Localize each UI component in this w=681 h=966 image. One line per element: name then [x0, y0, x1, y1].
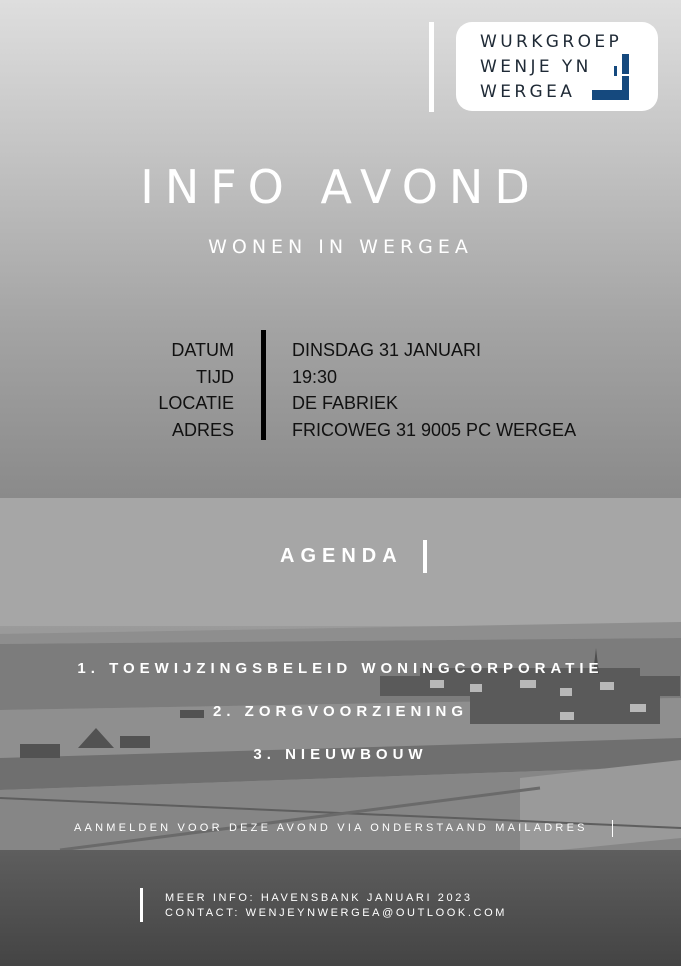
agenda-divider	[423, 540, 427, 573]
label-adres: ADRES	[171, 419, 234, 440]
details-labels	[158, 337, 234, 443]
page-title: INFO AVOND	[140, 160, 541, 214]
logo-mark-icon	[590, 52, 630, 100]
details-divider	[261, 330, 266, 440]
footer-divider	[140, 888, 143, 922]
agenda-item-2: 2. ZORGVOORZIENING	[212, 703, 468, 720]
logo-line-1: WURKGROEP	[480, 32, 623, 52]
agenda-item-3: 3. NIEUWBOUW	[253, 746, 428, 763]
agenda-item-1: 1. TOEWIJZINGSBELEID WONINGCORPORATIE	[77, 660, 604, 677]
signup-divider	[612, 820, 613, 837]
footer-contact[interactable]: CONTACT: WENJEYNWERGEA@OUTLOOK.COM	[165, 907, 507, 919]
logo-divider	[429, 22, 434, 112]
logo-line-2: WENJE YN	[480, 57, 592, 77]
signup-text: AANMELDEN VOOR DEZE AVOND VIA ONDERSTAAND MAILADRES	[74, 822, 588, 834]
label-locatie: LOCATIE	[158, 393, 234, 413]
value-locatie: DE FABRIEK	[292, 393, 399, 413]
value-datum: DINSDAG 31 JANUARI	[292, 340, 482, 360]
page-subtitle: WONEN IN WERGEA	[208, 236, 473, 258]
footer-info: MEER INFO: HAVENSBANK JANUARI 2023	[165, 892, 473, 904]
value-tijd: 19:30	[292, 366, 338, 387]
label-datum: DATUM	[171, 340, 234, 360]
details-values	[292, 337, 576, 443]
value-adres: FRICOWEG 31 9005 PC WERGEA	[292, 419, 577, 440]
label-tijd: TIJD	[196, 366, 234, 387]
agenda-title: AGENDA	[280, 545, 403, 567]
logo-line-3: WERGEA	[480, 82, 576, 102]
logo	[456, 22, 658, 111]
